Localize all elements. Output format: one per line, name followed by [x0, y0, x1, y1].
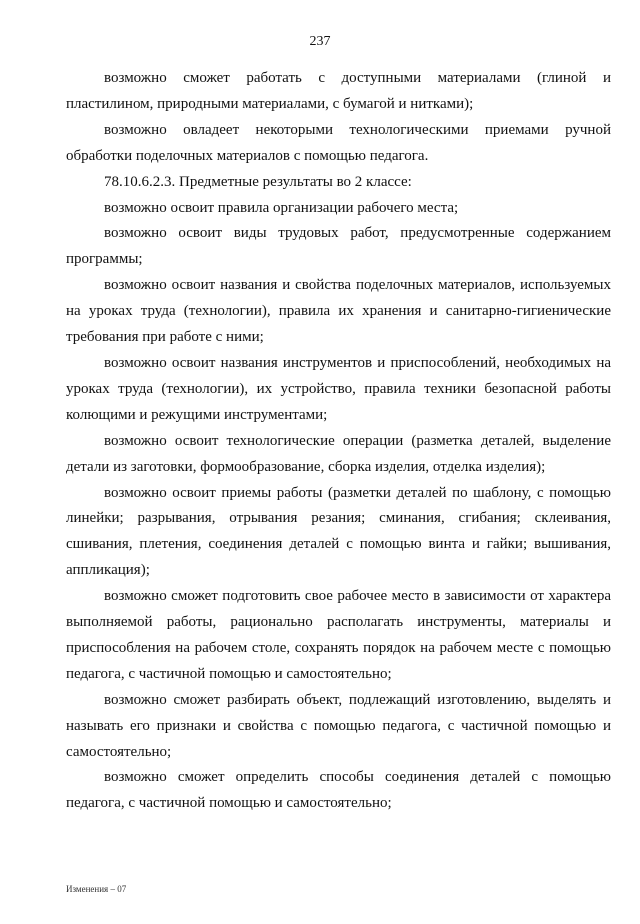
paragraph: возможно освоит приемы работы (разметки деталей по шаблону, с помощью линейки; разрывания, отрывания резания; сминания, сгибания; склеивания, сшивания, плетения, соединения деталей с помощью винта и гайки; вышивания, аппликация);: [66, 484, 611, 579]
paragraph: возможно освоит виды трудовых работ, предусмотренные содержанием программы;: [66, 225, 611, 268]
paragraph: возможно освоит названия и свойства поделочных материалов, используемых на уроках труда (технологии), правила их хранения и санитарно-гигиенические требования при работе с ними;: [66, 277, 611, 346]
paragraph: возможно сможет разбирать объект, подлежащий изготовлению, выделять и называть его признаки и свойства с помощью педагога, с частичной помощью и самостоятельно;: [66, 691, 611, 760]
paragraph: возможно освоит названия инструментов и приспособлений, необходимых на уроках труда (технологии), их устройство, правила техники безопасной работы колющими и режущими инструментами;: [66, 354, 611, 423]
document-body: [66, 66, 611, 817]
footer-note: Изменения – 07: [66, 884, 127, 894]
paragraph: возможно сможет подготовить свое рабочее место в зависимости от характера выполняемой работы, рационально располагать инструменты, материалы и приспособления на рабочем столе, сохранять порядок на рабочем месте с помощью педагога, с частичной помощью и самостоятельно;: [66, 588, 611, 682]
paragraph: возможно овладеет некоторыми технологическими приемами ручной обработки поделочных материалов с помощью педагога.: [66, 121, 611, 164]
paragraph: возможно сможет определить способы соединения деталей с помощью педагога, с частичной помощью и самостоятельно;: [66, 769, 611, 812]
paragraph: возможно сможет работать с доступными материалами (глиной и пластилином, природными материалами, с бумагой и нитками);: [66, 70, 611, 112]
paragraph: возможно освоит правила организации рабочего места;: [104, 199, 459, 216]
page-number: 237: [309, 34, 331, 49]
paragraph: возможно освоит технологические операции (разметка деталей, выделение детали из заготовки, формообразование, сборка изделия, отделка изделия);: [66, 432, 611, 475]
section-heading: 78.10.6.2.3. Предметные результаты во 2 классе:: [104, 173, 412, 190]
